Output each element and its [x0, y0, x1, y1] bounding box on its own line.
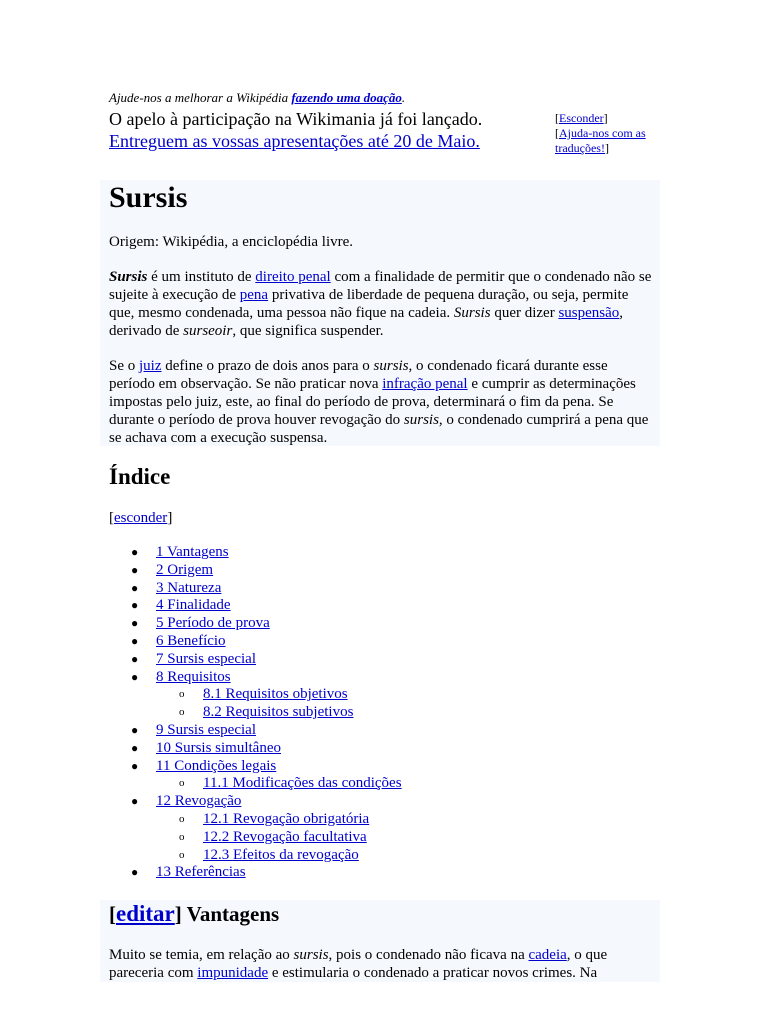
link-juiz[interactable]: juiz [139, 358, 162, 374]
term-sursis: Sursis [109, 269, 148, 285]
bullet-icon: ● [131, 633, 139, 648]
notice-sidebar: [Esconder] [Ajuda-nos com as traduções!] [555, 111, 646, 155]
bullet-icon: ● [131, 545, 139, 559]
link-direito-penal[interactable]: direito penal [255, 269, 331, 285]
toc-link[interactable]: 11.1 Modificações das condições [203, 775, 402, 792]
text: , que significa suspender. [232, 323, 384, 339]
toc-link[interactable]: 5 Período de prova [156, 615, 270, 632]
appeal-line: O apelo à participação na Wikimania já foi lançado. [109, 109, 483, 129]
donate-prefix: Ajude-nos a melhorar a Wikipédia [109, 90, 289, 105]
donate-link[interactable]: fazendo uma doação [291, 90, 402, 105]
text: e estimularia o condenado a praticar novos crimes. Na [268, 965, 598, 981]
text: e cumprir as determinações impostas pelo juiz, este, ao final do período de prova, determinará o fim da pena. Se durante o período de prova houver revogação do [109, 376, 636, 428]
circle-bullet-icon: o [179, 688, 185, 701]
section-title: Vantagens [186, 902, 280, 926]
edit-section-link[interactable]: editar [116, 901, 175, 926]
italic-term: Sursis [453, 305, 491, 321]
text: , derivado de [109, 305, 624, 339]
page-title: Sursis [109, 181, 188, 214]
translate-link-line2: traduções! [555, 141, 605, 155]
toc-link[interactable]: 4 Finalidade [156, 597, 231, 614]
circle-bullet-icon: o [179, 706, 185, 719]
section-paragraph [109, 946, 654, 982]
text: , o condenado ficará durante esse período em observação. Se não praticar nova [109, 358, 608, 392]
toc-link[interactable]: 11 Condições legais [156, 757, 277, 774]
toc-link[interactable]: 12.1 Revogação obrigatória [203, 810, 370, 827]
text: , o condenado cumprirá a pena que se achava com a execução suspensa. [109, 412, 649, 446]
bullet-icon: ● [131, 651, 139, 666]
bullet-icon: ● [131, 722, 139, 737]
circle-bullet-icon: o [179, 812, 185, 825]
link-infracao-penal[interactable]: infração penal [382, 376, 468, 392]
toc-link[interactable]: 12 Revogação [156, 793, 242, 810]
italic-term: surseoir [183, 323, 233, 339]
text: Se o [109, 358, 139, 374]
bullet-icon: ● [131, 598, 139, 613]
deadline-link[interactable]: Entreguem as vossas apresentações até 20 de Maio. [109, 131, 480, 151]
circle-bullet-icon: o [179, 830, 185, 843]
text: , o que pareceria com [109, 947, 608, 981]
toc-link[interactable]: 7 Sursis especial [156, 650, 256, 667]
text: define o prazo de dois anos para o [161, 358, 374, 374]
toc-heading: Índice [109, 464, 171, 489]
link-impunidade[interactable]: impunidade [197, 965, 269, 981]
toc-hide-link[interactable]: esconder [114, 510, 168, 526]
toc-link[interactable]: 13 Referências [156, 864, 246, 881]
toc-link[interactable]: 2 Origem [156, 561, 214, 578]
toc-link[interactable]: 8 Requisitos [156, 668, 231, 685]
bullet-icon: ● [131, 669, 139, 684]
toc-link[interactable]: 1 Vantagens [156, 544, 229, 560]
bullet-icon: ● [131, 562, 139, 577]
toc-link[interactable]: 3 Natureza [156, 579, 222, 596]
intro-paragraph-1 [109, 268, 654, 340]
bullet-icon: ● [131, 865, 139, 880]
text: é um instituto de [147, 269, 256, 285]
toc-link[interactable]: 10 Sursis simultâneo [156, 739, 282, 756]
bullet-icon: ● [131, 616, 139, 631]
donate-notice [109, 90, 664, 106]
circle-bullet-icon: o [179, 848, 185, 861]
translate-link-line1: Ajuda-nos com as [559, 126, 646, 140]
bullet-icon: ● [131, 794, 139, 809]
toc-link[interactable]: 12.2 Revogação facultativa [203, 828, 367, 845]
italic-term: sursis [403, 412, 439, 428]
text: Muito se temia, em relação ao [109, 947, 294, 963]
bullet-icon: ● [131, 580, 139, 595]
origin-line: Origem: Wikipédia, a enciclopédia livre. [109, 234, 354, 250]
italic-term: sursis [293, 947, 329, 963]
toc-link[interactable]: 12.3 Efeitos da revogação [203, 846, 359, 863]
italic-term: sursis [373, 358, 409, 374]
link-cadeia[interactable]: cadeia [528, 947, 567, 963]
link-suspensao[interactable]: suspensão [558, 305, 620, 321]
toc-link[interactable]: 9 Sursis especial [156, 721, 256, 738]
bullet-icon: ● [131, 758, 139, 773]
link-pena[interactable]: pena [239, 287, 269, 303]
text: com a finalidade de permitir que o condenado não se sujeite à execução de [109, 269, 652, 303]
text: privativa de liberdade de pequena duração, ou seja, permite que, mesmo condenada, uma pessoa não fique na cadeia. [109, 287, 629, 321]
text: , pois o condenado não ficava na [328, 947, 529, 963]
toc-link[interactable]: 8.2 Requisitos subjetivos [203, 704, 354, 721]
translate-link[interactable] [555, 126, 646, 155]
toc-link[interactable]: 8.1 Requisitos objetivos [203, 686, 348, 703]
text: quer dizer [490, 305, 559, 321]
toc-link[interactable]: 6 Benefício [156, 632, 226, 649]
bullet-icon: ● [131, 740, 139, 755]
intro-paragraph-2 [109, 357, 654, 447]
hide-notice-link[interactable]: Esconder [559, 111, 604, 125]
section-heading-vantagens: [editar] Vantagens [109, 901, 280, 926]
circle-bullet-icon: o [179, 777, 185, 790]
toc-toggle: [esconder] [109, 510, 173, 526]
donate-suffix: . [401, 90, 406, 105]
